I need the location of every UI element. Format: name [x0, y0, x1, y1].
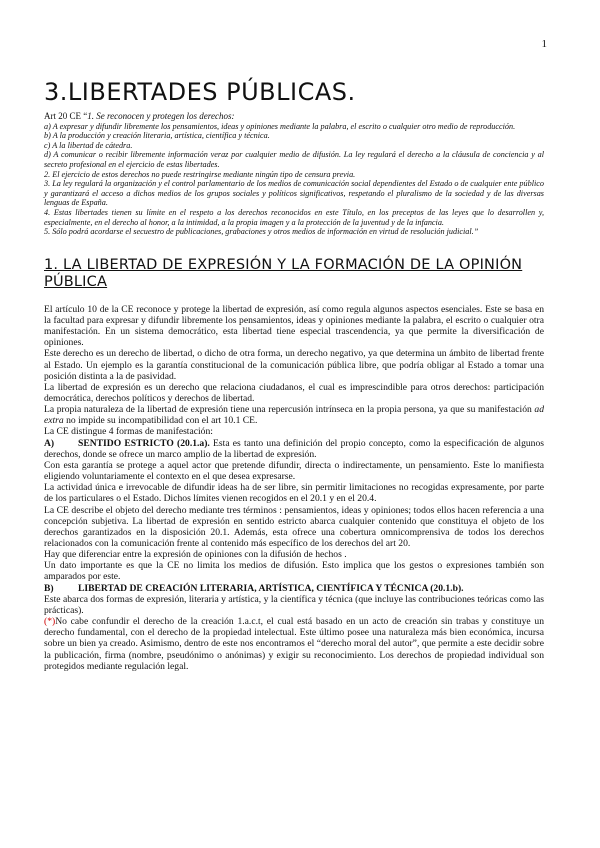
article-item: a) A expresar y difundir libremente los pensamientos, ideas y opiniones mediante la palabra, el escrito o cualquier otro medio de reproducción. — [44, 121, 516, 131]
paragraph: La CE describe el objeto del derecho mediante tres términos : pensamientos, ideas y opiniones; todos ellos hacen referencia a una concepción subjetiva. La libertad de expresión en sentido estricto abarca cualquier contenido que constituya el objeto de los derechos garantizados en la disposición 20.1. Además, esta ofrece una cobertura omnicomprensiva de todos los derechos relacionados con la comunicación frente al contenido más específico de los derechos del art 20. — [44, 504, 544, 549]
paragraph: Un dato importante es que la CE no limita los medios de difusión. Esto implica que los gestos o expresiones también son amparados por este. — [44, 560, 544, 583]
paragraph: Este derecho es un derecho de libertad, o dicho de otra forma, un derecho negativo, ya que determina un ámbito de libertad frente al Estado. Un ejemplo es la garantía constitucional de la comunicación pública libre, que podría obligar al Estado a tomar una posición distinta a la de pasividad. — [44, 348, 544, 382]
paragraph-text: No cabe confundir el derecho de la creación 1.a.c.t, el cual está basado en un acto de creación sin trabas y constituye un derecho fundamental, con el derecho de la propiedad intelectual. Este último posee una naturaleza más bien económica, incursa sobre un bien ya creado. Asimismo, dentro de este nos encontramos el “derecho moral del autor”, que permite a este decidir sobre la publicación, firma (nombre, pseudónimo o anónimas) y exigir su reconocimiento. Los derechos de propiedad individual son protegidos mediante regulación legal. — [44, 616, 544, 672]
paragraph-text: no impide su incompatibilidad con el art 10.1 CE. — [63, 415, 258, 427]
paragraph: La libertad de expresión es un derecho que relaciona ciudadanos, el cual es imprescindible para otros derechos: participación democrática, derechos políticos y derechos de libertad. — [44, 381, 544, 404]
paragraph-emphasis: ad extra — [44, 404, 544, 427]
article-item: c) A la libertad de cátedra. — [44, 140, 133, 150]
paragraph: La CE distingue 4 formas de manifestación: — [44, 426, 213, 438]
subheading-text: Esta es tanto una definición del propio concepto, como la especificación de algunos derechos, donde se ofrece un marco amplio de la libertad de expresión. — [44, 437, 544, 460]
article-item: b) A la producción y creación literaria, artística, científica y técnica. — [44, 131, 270, 141]
article-quote — [44, 112, 544, 237]
document-body — [44, 78, 544, 672]
paragraph-text: La propia naturaleza de la libertad de expresión tiene una repercusión intrínseca en la propia persona, ya que su manifestación — [44, 404, 535, 416]
section-body — [44, 304, 544, 672]
page-title: 3.LIBERTADES PÚBLICAS. — [44, 78, 356, 106]
subheading-b — [44, 583, 544, 594]
article-item: 3. La ley regulará la organización y el control parlamentario de los medios de comunicación social dependientes del Estado o de cualquier ente público y garantizará el acceso a dichos medios de los grupos sociales y políticos significativos, respetando el pluralismo de la sociedad y de las diversas lenguas de España. — [44, 179, 544, 208]
paragraph: La actividad única e irrevocable de difundir ideas ha de ser libre, sin permitir limitaciones no recogidas expresamente, por parte de los particulares o el Estado. Dichos límites vienen recogidos en el 20.1 y en el 20.4. — [44, 482, 544, 505]
paragraph — [44, 404, 544, 426]
subheading-title: LIBERTAD DE CREACIÓN LITERARIA, ARTÍSTICA, CIENTÍFICA Y TÉCNICA (20.1.b). — [78, 582, 464, 594]
article-intro — [44, 112, 544, 122]
article-item: 5. Sólo podrá acordarse el secuestro de publicaciones, grabaciones y otros medios de información en virtud de resolución judicial.” — [44, 227, 479, 237]
page-number: 1 — [541, 38, 547, 50]
paragraph: Este abarca dos formas de expresión, literaria y artística, y la científica y técnica (que incluye las contribuciones teóricas como las prácticas). — [44, 593, 544, 616]
paragraph: Hay que diferenciar entre la expresión de opiniones con la difusión de hechos . — [44, 549, 347, 561]
article-lead: Art 20 CE “ — [44, 111, 88, 121]
paragraph — [44, 616, 544, 672]
article-lead-italic: 1. Se reconocen y protegen los derechos: — [87, 111, 235, 121]
subheading-letter: A) — [44, 437, 55, 449]
asterisk-mark: (*) — [44, 616, 56, 628]
subheading-letter: B) — [44, 582, 54, 594]
article-item: 4. Estas libertades tienen su límite en el respeto a los derechos reconocidos en este Título, en los preceptos de las leyes que lo desarrollen y, especialmente, en el derecho al honor, a la intimidad, a la propia imagen y a la protección de la juventud y de la infancia. — [44, 207, 544, 227]
article-item: 2. El ejercicio de estos derechos no puede restringirse mediante ningún tipo de censura previa. — [44, 169, 356, 179]
subheading-a — [44, 438, 544, 460]
article-item: d) A comunicar o recibir libremente información veraz por cualquier medio de difusión. La ley regulará el derecho a la cláusula de conciencia y al secreto profesional en el ejercicio de estas libertades. — [44, 150, 544, 169]
subheading-title: SENTIDO ESTRICTO (20.1.a). — [78, 437, 210, 449]
section-heading: 1. LA LIBERTAD DE EXPRESIÓN Y LA FORMACIÓN DE LA OPINIÓN PÚBLICA — [44, 256, 523, 290]
paragraph: El artículo 10 de la CE reconoce y protege la libertad de expresión, así como regula algunos aspectos esenciales. Este se basa en la facultad para expresar y difundir libremente los pensamientos, ideas y opiniones mediante la palabra, el escrito o cualquier otra manifestación. En un sistema democrático, esta libertad tiene especial trascendencia, ya que permite la diversificación de opiniones. — [44, 303, 544, 349]
paragraph: Con esta garantía se protege a aquel actor que pretende difundir, directa o indirectamente, un pensamiento. Este lo manifiesta eligiendo voluntariamente el contexto en el que desea expresarse. — [44, 459, 544, 483]
